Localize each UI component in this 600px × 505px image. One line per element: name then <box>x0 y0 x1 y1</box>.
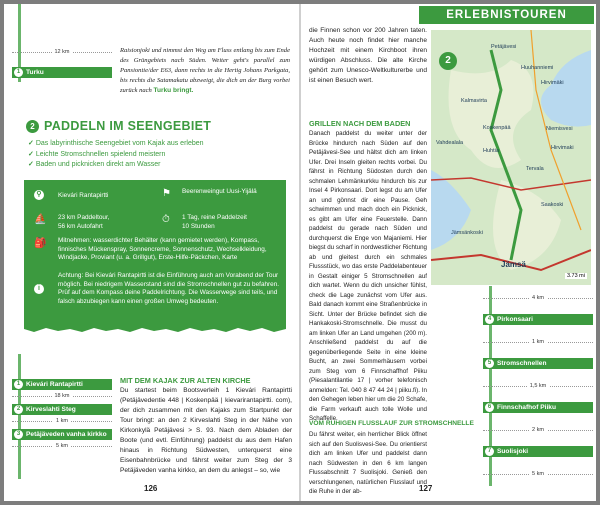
equipment-info: Mitnehmen: wasserdichter Behälter (kann gemietet werden), Kompass, finnisches Mückenspray, Sonnencreme, Sonnenschutz, Wechselkleidung, Windjacke, Proviant (u. a. Grillgut), Erste-Hilfe-Päckchen, Karte <box>58 237 267 262</box>
stop-number: 4 <box>485 315 494 324</box>
stop-label: Kirveslahti Steg <box>26 406 76 413</box>
backpack-icon: 🎒 <box>34 238 47 249</box>
map-label: Koskenpää <box>483 125 511 131</box>
map-label: Huuhanniemi <box>521 65 554 71</box>
stop-label: Pirkonsaari <box>497 316 533 323</box>
stop-label: Petäjäveden vanha kirkko <box>26 431 107 438</box>
distance-label: 1 km <box>529 339 547 345</box>
distance-label: 2 km <box>529 427 547 433</box>
map-label: Niemisvesi <box>546 126 573 132</box>
page-number: 127 <box>419 484 433 493</box>
sub-heading: MIT DEM KAJAK ZUR ALTEN KIRCHE <box>120 376 251 385</box>
route-distance <box>483 338 593 347</box>
route-stop <box>12 429 112 440</box>
route-distance <box>483 294 593 303</box>
stop-label: Suolisjoki <box>497 448 529 455</box>
route-distance <box>12 417 112 426</box>
stop-label: Finnschafhof Piiku <box>497 404 556 411</box>
route-stop <box>483 358 593 369</box>
map-label: Jämsänkoski <box>451 230 483 236</box>
route-stop-turku: 1 Turku <box>12 67 112 78</box>
map-terrain <box>431 30 591 285</box>
info-icon: i <box>34 284 44 294</box>
route-distance: 12 km <box>12 48 112 57</box>
map-label: Hirvimaki <box>551 145 574 151</box>
stop-number: 6 <box>485 403 494 412</box>
flag-icon: ⚑ <box>162 188 171 199</box>
duration-info: 1 Tag, reine Paddelzeit 10 Stunden <box>182 214 247 230</box>
map-label: Huhtia <box>483 148 499 154</box>
torn-edge <box>24 326 286 334</box>
stop-number: 3 <box>14 430 23 439</box>
route-stop <box>483 446 593 457</box>
distance-label: 18 km <box>52 393 73 399</box>
distance-label: 5 km <box>529 471 547 477</box>
stop-number: 1 <box>14 380 23 389</box>
kayak-icon: ⛵ <box>34 214 47 225</box>
paragraph-grill: Danach paddelst du weiter unter der Brücke hindurch nach Süden auf den Petäjävesi-See und hältst dich am linken Ufer. Drei Inseln gleiten rechts vorbei. Du fährst in Richtung Südosten durch den schmalen Lehmänkurkku hindurch bis zur Insel 4 Pirkonsaari. Dort legst du am Ufer an und gönnst dir eine Pause. Geh schwimmen und mach doch ein Picknick, es gibt am Ufer eine Feuerstelle. Dann paddelst du gerade nach Süden und durchquerst die Enge von Majaniemi. Hier biegst du scharf in nordwestlicher Richtung ab und gleitest durch ein schmales Flussstück, wo das erste Paddelabenteuer in Gestalt einiger 5 Stromschnellen auf dich wartet. Wenn du dich unsicher fühlst, check die Lage zunächst vom Ufer aus. Bald danach kommt eine Straßenbrücke in Sicht. Unter der Brücke befindet sich die Hankakoski-Stromschnelle. Die musst du am linken Ufer an Land umgehen (200 m). Anschließend paddelst du auf die gegenüberliegende Seite in eine kleine Bucht, an zwei Sommerhäusern vorbei zum Steg vom 6 Finnschaffhof Piiku (Piesalantilantie 17 | vorher telefonisch anmelden: Tel. 040 8 47 44 24 | piiku.fi). In den Gehegen leben hier um die 20 Schafe, die Farm verkauft auch tolle Wolle und Schaffelle. <box>309 130 427 422</box>
stop-number: 5 <box>485 359 494 368</box>
section-title: PADDELN IM SEENGEBIET <box>44 119 212 133</box>
distance-label: 1,5 km <box>527 383 550 389</box>
intro-paragraph: Raisionjoki und nimmst den Weg am Fluss entlang bis zum Ende des Grüngebiets nach Süden. Weiter geht's parallel zum Pansiontie/der E63, dann rechts in die Hertig Johans Parkgata, bis rechts die Satamakatu abzweigt, die dich an der Burg vorbei zurück nach Turku bringt. <box>120 47 290 94</box>
end-location: Beerenweingut Uusi-Yijälä <box>182 188 257 195</box>
map-label: Kalmavirta <box>461 98 487 104</box>
paragraph-river: Du fährst weiter, ein herrlicher Blick öffnet sich auf den Suolisvesi-See. Du orientierst dich am linken Ufer und paddelst dann nach Südwesten in den 6 km langen Flussabschnitt 7 Suolisjoki. Genieß den verschlungenen, natürlichen Flusslauf und die Ruhe in der ab- <box>309 431 427 495</box>
route-stop <box>12 379 112 390</box>
clock-icon: ⏱ <box>162 214 170 225</box>
distance-label: 1 km <box>53 418 71 424</box>
left-page <box>4 4 299 501</box>
map-scale: 3.73 mi <box>566 273 585 279</box>
warning-info: Achtung: Bei Kievári Rantapirtti ist die Einführung auch am Vorabend der Tour möglich. Bei niedrigem Wasserstand sind die Stromschnellen gut zu befahren. Prüf auf dem Kompass deine Paddelrichtung. Die Wasserwege sind teils, und falsch abzubiegen kann einen großen Umweg bedeuten. <box>58 272 280 306</box>
route-distance <box>12 392 112 401</box>
stop-label: Stromschnellen <box>497 360 547 367</box>
map-label: Tervala <box>526 166 544 172</box>
map-label: Jämsä <box>501 260 526 269</box>
section-heading <box>26 118 211 134</box>
stop-number: 2 <box>14 405 23 414</box>
checklist-item: ✓ Das labyrinthische Seengebiet vom Kajak aus erleben <box>28 139 204 150</box>
map-label: Saakoski <box>541 202 564 208</box>
map-label: Petäjävesi <box>491 44 517 50</box>
start-location: Kievári Rantapirtti <box>58 192 109 199</box>
heading-grill: GRILLEN NACH DEM BADEN <box>309 119 411 128</box>
map-label: Vahdealala <box>436 140 464 146</box>
route-distance <box>483 470 593 479</box>
sub-paragraph: Du startest beim Bootsverleih 1 Kievári Rantapirtti (Petäjävedentie 448 | Koskenpää | kievarirantapirtti. com), der dich zusammen mit den Kajaks zum Startpunkt der Tour bringt: an den 2 Kirveslahti Steg in der Nähe von Kirkonkylä Petäjävesi > S. 93. Nach dem Abladen der Boote (und evtl. Einführung) paddelst du aus dem Hafen hinaus in Richtung Südwesten, unterquerst eine Eisenbahnbrücke und fährst weiter zum Steg der 3 Petäjäveden vanha kirkko, an dem du anlegst – so, wie <box>120 387 292 474</box>
route-distance <box>483 426 593 435</box>
route-distance <box>483 382 593 391</box>
map-label: Hirvimäki <box>541 80 564 86</box>
route-stop <box>12 404 112 415</box>
highlight-checklist <box>28 139 204 171</box>
checklist-item: ✓ Baden und picknicken direkt am Wasser <box>28 160 204 171</box>
heading-river: VOM RUHIGEN FLUSSLAUF ZUR STROMSCHNELLE <box>309 420 474 427</box>
location-pin-icon: ⚲ <box>34 190 44 200</box>
stop-label: Kievári Rantapirtti <box>26 381 83 388</box>
distance-label: 4 km <box>529 295 547 301</box>
route-map[interactable] <box>431 30 591 285</box>
distance-label: 5 km <box>53 443 71 449</box>
tour-info-box <box>24 180 286 328</box>
map-route-number-icon: 2 <box>439 52 457 70</box>
route-stop <box>483 402 593 413</box>
route-stop <box>483 314 593 325</box>
section-number-icon: 2 <box>26 120 39 133</box>
checklist-item: ✓ Leichte Stromschnellen spielend meistern <box>28 150 204 161</box>
route-distance <box>12 442 112 451</box>
right-page <box>301 4 596 501</box>
stop-number: 7 <box>485 447 494 456</box>
distance-info: 23 km Paddeltour, 56 km Autofahrt <box>58 214 110 230</box>
page-number: 126 <box>144 484 158 493</box>
paragraph-church: die Finnen schon vor 200 Jahren taten. Auch heute noch findet hier manche Hochzeit mit einem Kirchboot ihren würdigen Abschluss. Die alte Kirche gehört zum Unesco-Weltkulturerbe und ist einen Besuch wert. <box>309 27 427 84</box>
chapter-header: ERLEBNISTOUREN <box>419 6 594 24</box>
